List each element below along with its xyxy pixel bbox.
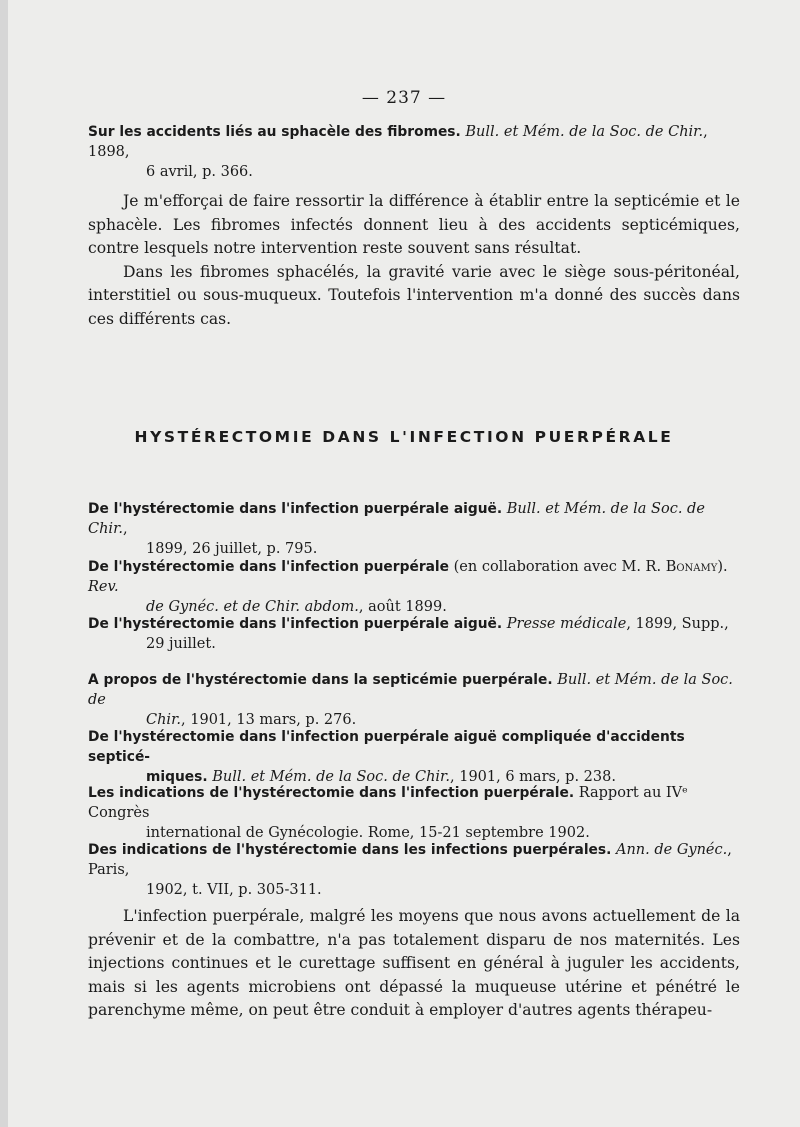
- reference-journal: Bull. et Mém. de la Soc. de Chir.: [88, 501, 705, 537]
- reference-date: , 1901, 13 mars, p. 276.: [181, 712, 357, 728]
- reference-title-cont: miques.: [146, 769, 208, 785]
- reference-1: [88, 499, 738, 559]
- reference-journal: Chir.: [146, 712, 182, 728]
- paragraph: Je m'efforçai de faire ressortir la différence à établir entre la septicémie et le sphacèle. Les fibromes infectés donnent lieu à des accidents septicémiques, contre lesquels notre intervention reste souvent sans résultat.: [88, 192, 740, 257]
- reference-title: Des indications de l'hystérectomie dans les infections puerpérales.: [88, 842, 612, 858]
- reference-detail: , Paris,: [88, 842, 732, 878]
- reference-journal: Bull. et Mém. de la Soc. de: [88, 672, 733, 708]
- reference-date: , 1901, 6 mars, p. 238.: [450, 769, 616, 785]
- reference-5: [88, 727, 738, 787]
- reference-journal: de Gynéc. et de Chir. abdom.: [146, 599, 359, 615]
- body-text-fibromes: [88, 190, 740, 331]
- reference-3: [88, 614, 738, 654]
- reference-journal: Bull. et Mém. de la Soc. de Chir.: [465, 124, 704, 140]
- section-heading: HYSTÉRECTOMIE DANS L'INFECTION PUERPÉRALE: [134, 428, 674, 446]
- reference-date: 6 avril, p. 366.: [146, 164, 253, 180]
- reference-detail: ,: [123, 521, 128, 537]
- reference-journal: Rev.: [88, 579, 119, 595]
- reference-2: [88, 557, 738, 617]
- reference-journal: Bull. et Mém. de la Soc. de Chir.: [212, 769, 450, 785]
- reference-sphacele: [88, 122, 738, 182]
- reference-title: De l'hystérectomie dans l'infection puerpérale: [88, 559, 450, 575]
- reference-title: De l'hystérectomie dans l'infection puerpérale aiguë compliquée d'accidents septicé-: [88, 729, 685, 765]
- reference-date: 1902, t. VII, p. 305-311.: [146, 882, 322, 898]
- document-page: [8, 0, 800, 1127]
- reference-date: 29 juillet.: [146, 636, 216, 652]
- reference-detail: , 1899, Supp.,: [626, 616, 729, 632]
- reference-detail: ).: [717, 559, 728, 575]
- reference-title: De l'hystérectomie dans l'infection puerpérale aiguë.: [88, 616, 503, 632]
- reference-title: Les indications de l'hystérectomie dans l'infection puerpérale.: [88, 785, 575, 801]
- reference-detail: Rapport au IVᵉ Congrès: [88, 785, 688, 821]
- reference-date: , août 1899.: [358, 599, 447, 615]
- reference-title: A propos de l'hystérectomie dans la septicémie puerpérale.: [88, 672, 553, 688]
- reference-date: international de Gynécologie. Rome, 15-21 septembre 1902.: [146, 825, 590, 841]
- page-number: — 237 —: [361, 88, 447, 108]
- reference-detail: (en collaboration avec M. R.: [449, 559, 666, 575]
- reference-detail: , 1898,: [88, 124, 708, 160]
- reference-7: [88, 840, 738, 900]
- reference-title: Sur les accidents liés au sphacèle des fibromes.: [88, 124, 461, 140]
- reference-author: Bonamy: [665, 559, 718, 575]
- body-text-infection: [88, 905, 740, 1023]
- paragraph: L'infection puerpérale, malgré les moyens que nous avons actuellement de la prévenir et de la combattre, n'a pas totalement disparu de nos maternités. Les injections continues et le curettage suffisent en général à juguler les accidents, mais si les agents microbiens ont dépassé la muqueuse utérine et pénétré le parenchyme même, on peut être conduit à employer d'autres agents thérapeu-: [88, 907, 740, 1019]
- reference-4: [88, 670, 738, 730]
- reference-journal: Presse médicale: [506, 616, 627, 632]
- reference-journal: Ann. de Gynéc.: [615, 842, 728, 858]
- reference-6: [88, 783, 738, 843]
- reference-title: De l'hystérectomie dans l'infection puerpérale aiguë.: [88, 501, 503, 517]
- reference-date: 1899, 26 juillet, p. 795.: [146, 541, 318, 557]
- paragraph: Dans les fibromes sphacélés, la gravité varie avec le siège sous-péritonéal, interstitiel ou sous-muqueux. Toutefois l'intervention m'a donné des succès dans ces différents cas.: [88, 262, 740, 328]
